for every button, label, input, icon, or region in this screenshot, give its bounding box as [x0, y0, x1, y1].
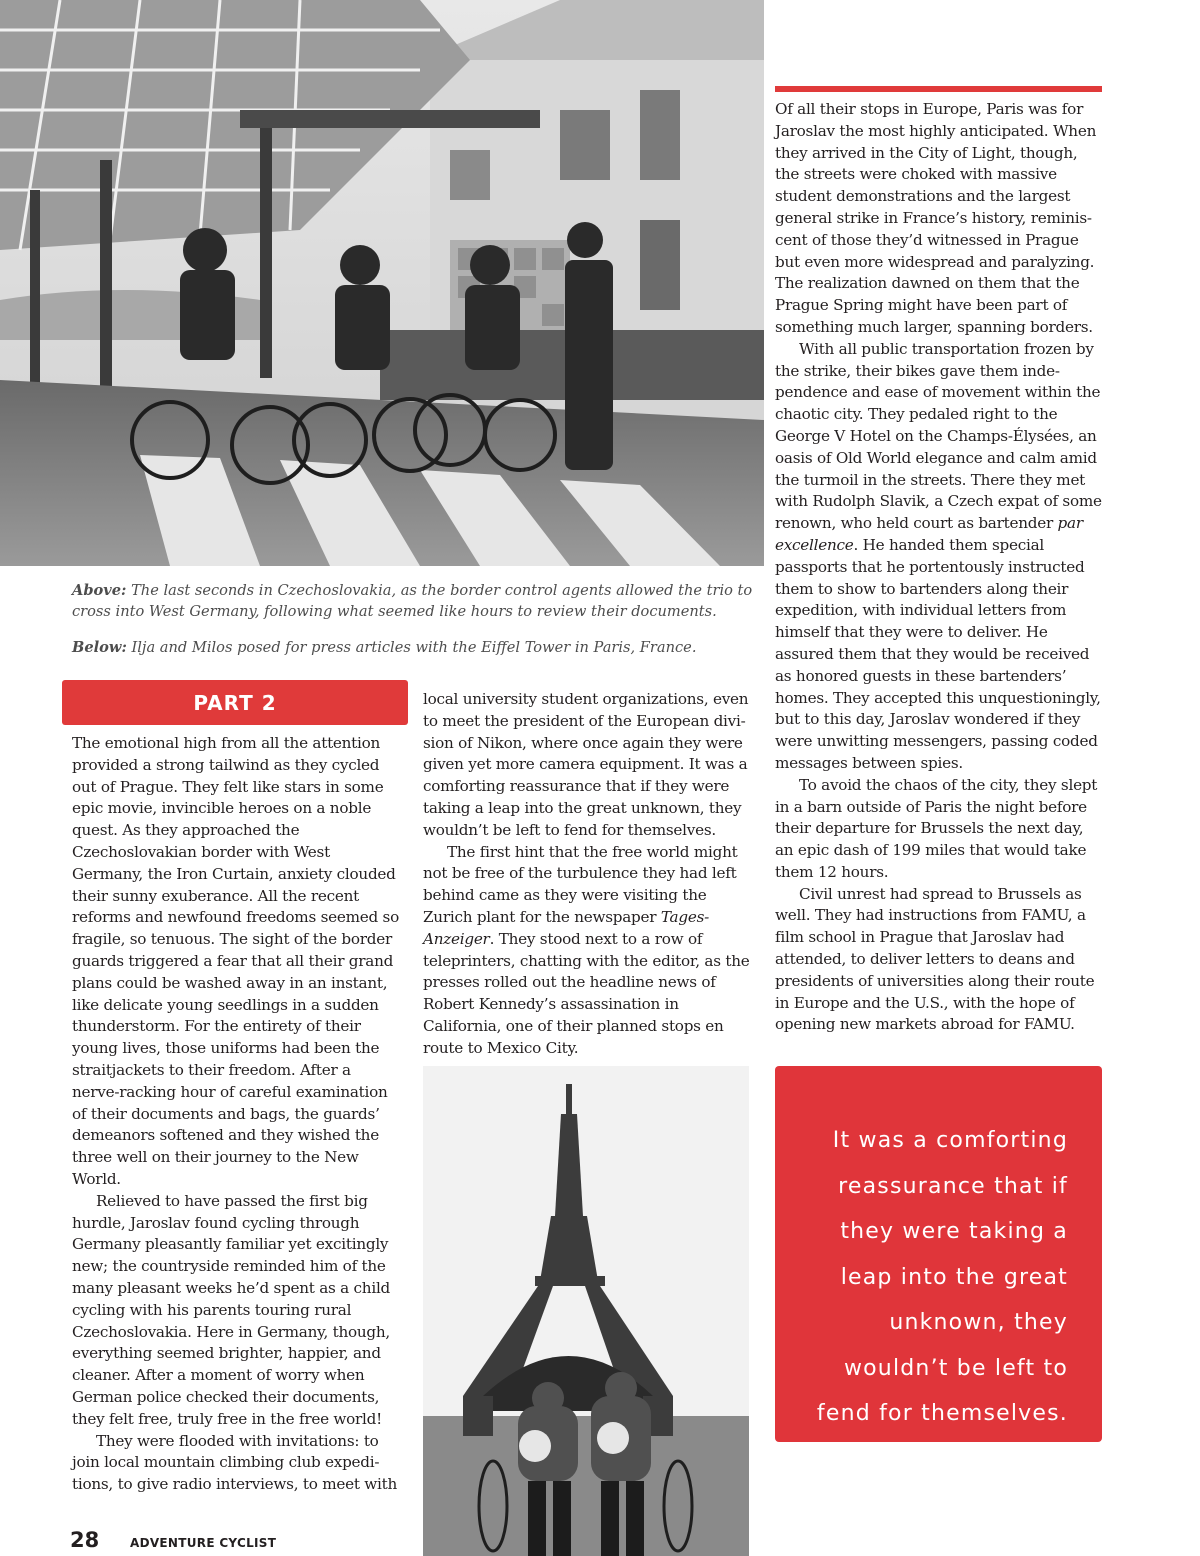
article-column-2 [423, 689, 753, 1060]
article-column-3 [775, 99, 1105, 1036]
col3-paragraph-3: To avoid the chaos of the city, they slept in a barn outside of Paris the night before their departure for Brussels the next day, an epic dash of 199 miles that would take them 12 hours. [775, 775, 1098, 881]
photo-border-crossing [0, 0, 764, 566]
column-3-red-rule [775, 86, 1102, 92]
col2-p2-start: The first hint that the free world might not be free of the turbulence they had left behind came as they were visiting the Zurich plant for the newspaper [423, 842, 738, 926]
col3-paragraph-4: Civil unrest had spread to Brussels as well. They had instructions from FAMU, a film school in Prague that Jaroslav had attended, to deliver letters to deans and presidents of universities along their route in Europe and the U.S., with the hope of opening new markets abroad for FAMU. [775, 884, 1095, 1034]
col3-paragraph-2 [775, 339, 1105, 775]
col3-paragraph-1: Of all their stops in Europe, Paris was for Jaroslav the most highly anticipated. When they arrived in the City of Light, though, the streets were choked with massive student demonstrations and the largest general strike in France’s history, reminiscent of those they’d witnessed in Prague but even more widespread and paralyzing. The realization dawned on them that the Prague Spring might have been part of something much larger, spanning borders. [775, 100, 1097, 336]
col2-p2-end: . They stood next to a row of teleprinters, chatting with the editor, as the presses rolled out the headline news of Robert Kennedy’s assassination in California, one of their planned stops en route to Mexico City. [423, 929, 750, 1057]
col1-paragraph-1: The emotional high from all the attention provided a strong tailwind as they cycled out of Prague. They felt like stars in some epic movie, invincible heroes on a noble quest. As they approached the Czechoslovakian border with West Germany, the Iron Curtain, anxiety clouded their sunny exuberance. All the recent reforms and newfound freedoms seemed so fragile, so tenuous. The sight of the border guards triggered a fear that all their grand plans could be washed away in an instant, like delicate young seedlings in a sudden thunderstorm. For the entirety of their young lives, those uniforms had been the straitjackets to their freedom. After a nerve-racking hour of careful examination of their documents and bags, the guards’ demeanors softened and they wished the three well on their journey to the New World. [72, 734, 399, 1188]
newspaper-title: Tages-Anzeiger [423, 907, 709, 948]
caption-below-text: Ilja and Milos posed for press articles with the Eiffel Tower in Paris, France. [131, 639, 697, 656]
caption-below-label: Below: [72, 639, 127, 656]
photo-eiffel-tower [423, 1066, 749, 1556]
caption-above [72, 580, 762, 622]
section-tab-part-2: PART 2 [62, 680, 408, 725]
pull-quote: It was a comforting reassurance that if they were taking a leap into the great unknown, they wouldn’t be left to fend for themselves. [775, 1066, 1102, 1442]
col2-paragraph-2 [423, 842, 753, 1060]
col1-paragraph-2: Relieved to have passed the first big hurdle, Jaroslav found cycling through Germany pleasantly familiar yet excitingly new; the countryside reminded him of the many pleasant weeks he’d spent as a child cycling with his parents touring rural Czechoslovakia. Here in Germany, though, everything seemed brighter, happier, and cleaner. After a moment of worry when German police checked their documents, they felt free, truly free in the free world! [72, 1191, 391, 1428]
col3-p2-start: With all public transportation frozen by the strike, their bikes gave them independence and ease of movement within the chaotic city. They pedaled right to the George V Hotel on the Champs-Élysées, an oasis of Old World elegance and calm amid the turmoil in the streets. There they met with Rudolph Slavik, a Czech expat of some renown, who held court as bartender [775, 339, 1102, 533]
col1-paragraph-3: They were flooded with invitations: to join local mountain climbing club expeditions, to give radio interviews, to meet with [72, 1431, 397, 1494]
col3-p2-end: . He handed them special passports that he portentously instructed them to show to bartenders along their expedition, with individual letters from himself that they were to deliver. He assured them that they would be received as honored guests in these bartenders’ homes. They accepted this unquestioningly, but to this day, Jaroslav wondered if they were unwitting messengers, passing coded messages between spies. [775, 535, 1101, 772]
article-column-1 [72, 733, 402, 1496]
magazine-name: ADVENTURE CYCLIST [130, 1536, 277, 1550]
page-number: 28 [70, 1528, 100, 1552]
caption-above-label: Above: [72, 582, 127, 599]
caption-above-text: The last seconds in Czechoslovakia, as the border control agents allowed the trio to cross into West Germany, following what seemed like hours to review their documents. [72, 582, 753, 620]
col2-paragraph-1: local university student organizations, even to meet the president of the European division of Nikon, where once again they were given yet more camera equipment. It was a comforting reassurance that if they were taking a leap into the great unknown, they wouldn’t be left to fend for themselves. [423, 690, 749, 839]
caption-below [72, 637, 762, 658]
par-excellence: par excellence [775, 514, 1083, 554]
